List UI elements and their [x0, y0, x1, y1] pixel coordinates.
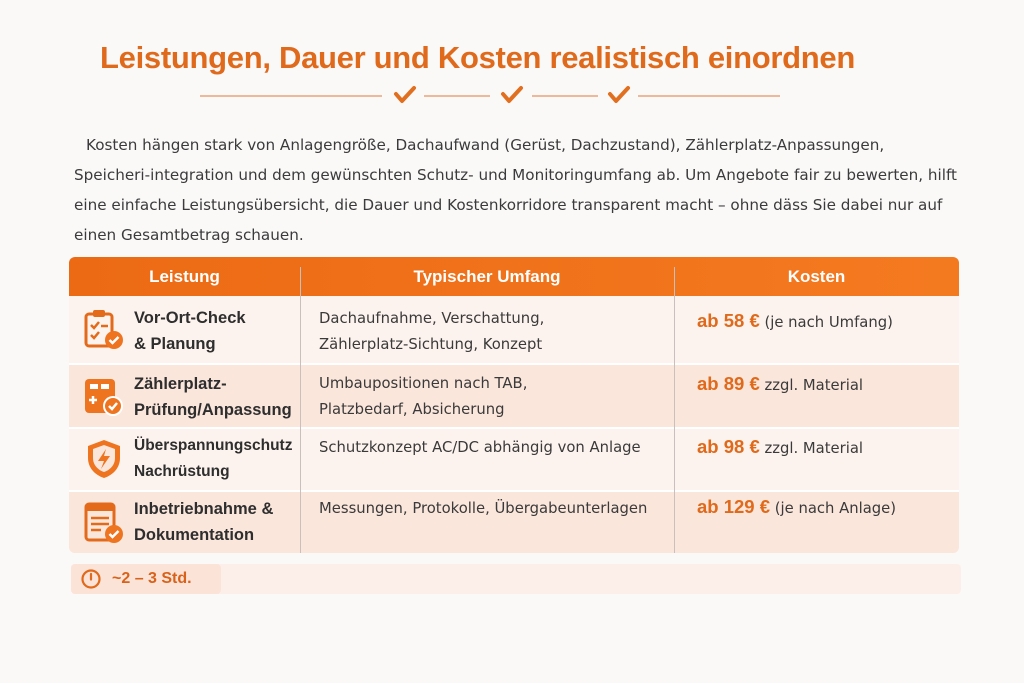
duration-text: ~2 – 3 Std.	[112, 570, 192, 587]
cost-amount: ab 129 €	[697, 496, 771, 517]
service-cost	[697, 436, 957, 458]
duration-bar	[71, 564, 961, 594]
clipboard-check-icon	[82, 308, 126, 352]
table-row	[69, 429, 959, 491]
shield-bolt-icon	[82, 437, 126, 481]
intro-paragraph: Kosten hängen stark von Anlagengröße, Dachaufwand (Gerüst, Dachzustand), Zählerplatz-Anpassungen, Speicheri-integration und dem gewünschten Schutz- und Monitoringumfang ab. Um Angebote fair zu bewerten, hilft eine einfache Leistungsübersicht, die Dauer und Kostenkorridore transparent macht – ohne däss Sie dabei nur auf einen Gesamtbetrag schauen.	[74, 136, 958, 244]
header-leistung: Leistung	[149, 267, 220, 286]
title-divider-checkmarks	[200, 82, 780, 110]
table-header	[69, 257, 959, 296]
service-cost	[697, 496, 957, 518]
column-divider	[674, 267, 675, 553]
header-kosten: Kosten	[787, 267, 846, 286]
service-scope: Schutzkonzept AC/DC abhängig von Anlage	[319, 439, 641, 456]
cost-note: (je nach Umfang)	[764, 314, 893, 331]
cost-note: zzgl. Material	[764, 440, 864, 457]
duration-badge	[71, 564, 221, 594]
page-title: Leistungen, Dauer und Kosten realistisch einordnen	[100, 40, 855, 75]
document-check-icon	[82, 501, 126, 545]
cost-amount: ab 58 €	[697, 310, 760, 331]
clock-icon	[80, 568, 102, 590]
service-name: Zählerplatz- Prüfung/Anpassung	[134, 375, 292, 419]
services-table	[69, 257, 959, 553]
service-name: Inbetriebnahme & Dokumentation	[134, 500, 274, 544]
column-divider	[300, 267, 301, 553]
service-scope: Dachaufnahme, Verschattung, Zählerplatz-Sichtung, Konzept	[319, 310, 545, 353]
cost-note: (je nach Anlage)	[774, 500, 897, 517]
service-scope: Umbaupositionen nach TAB, Platzbedarf, Absicherung	[319, 375, 528, 418]
service-cost	[697, 310, 957, 332]
service-cost	[697, 373, 957, 395]
meter-check-icon	[82, 375, 126, 419]
table-row	[69, 492, 959, 553]
cost-amount: ab 89 €	[697, 373, 760, 394]
service-name: Überspannungschutz Nachrüstung	[134, 437, 293, 480]
cost-note: zzgl. Material	[764, 377, 864, 394]
table-row	[69, 296, 959, 364]
header-umfang: Typischer Umfang	[413, 267, 561, 286]
service-name: Vor-Ort-Check & Planung	[134, 309, 246, 353]
service-scope: Messungen, Protokolle, Übergabeunterlagen	[319, 500, 648, 517]
cost-amount: ab 98 €	[697, 436, 760, 457]
table-row	[69, 365, 959, 428]
